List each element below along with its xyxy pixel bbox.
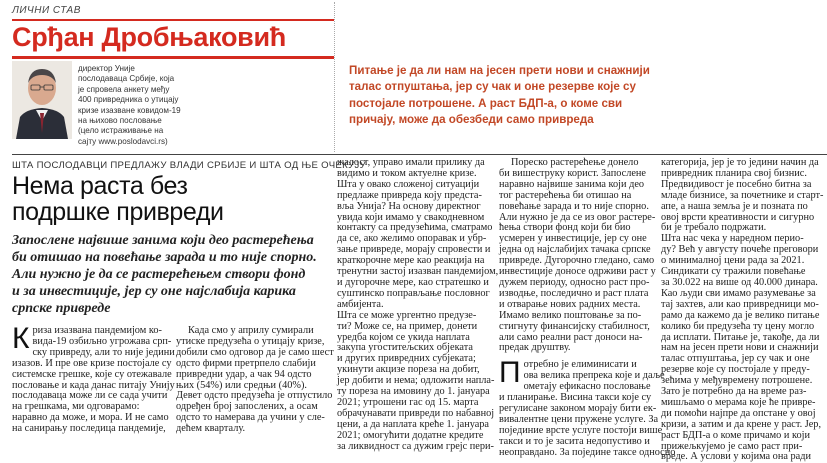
text-line: предак друштву. <box>499 342 571 354</box>
text-line: рамо да кажемо да је велико питање <box>661 309 820 321</box>
text-line: њих (54%) или средњи (40%). <box>176 379 307 391</box>
text-line: и дугорочне мере, као стратешко и <box>337 276 489 288</box>
text-line: и других привредних субјеката; <box>337 353 476 365</box>
text-line: на санирању последица пандемије, <box>12 423 166 435</box>
text-line: мишљамо о мерама које ће привре- <box>661 396 816 408</box>
text-line: послодаваца може ли се сада учити <box>12 390 168 402</box>
quote-line: причају, може да обезбеди само привреда <box>349 112 594 126</box>
text-line: повећање зарада и то није спорно. <box>499 200 649 212</box>
bio-line: послодаваца Србије, која <box>78 74 175 84</box>
author-photo <box>12 61 72 139</box>
text-line: ћења створи фонд који би био <box>499 222 631 234</box>
lead-line: и за инвестиције, јер су оне најслабија карика <box>12 284 296 299</box>
text-line: на грешкама, ми одговарамо: <box>12 401 140 413</box>
text-line: 2021; утрошени гас од 15. марта <box>337 396 479 408</box>
text-line: такси и то је засита недопустиво и <box>499 435 650 447</box>
text-line: привреде. Дугорочно гледано, само <box>499 255 655 267</box>
body-column-3 <box>337 157 499 452</box>
text-line: закупа угоститељских објеката <box>337 342 473 354</box>
text-line: Синдикати су тражили повећање <box>661 266 806 278</box>
text-line: отребно је елиминисати и <box>523 359 637 371</box>
text-line: ску привреду, али то није једини <box>32 346 175 358</box>
text-line: вивалентне цени пружене услуге. За <box>499 413 659 425</box>
text-line: вља Унија? На основу директног <box>337 200 481 212</box>
text-line: тај захтев, али као привредници мо- <box>661 298 819 310</box>
lead-line: Запослене највише занима који део растерећења <box>12 233 314 248</box>
text-line: би је требало подржати. <box>661 222 767 234</box>
dropcap-paragraph <box>499 356 665 393</box>
author-divider <box>12 56 334 59</box>
text-line: Шта нас чека у наредном перио- <box>661 233 804 245</box>
text-line: прижељкујемо је само раст при- <box>661 440 803 452</box>
text-line: за 30.022 на више од 40.000 динара. <box>661 276 818 288</box>
text-line: укинути акцизе пореза на добит, <box>337 364 480 376</box>
text-line: одређен број запослених, а осам <box>176 401 318 413</box>
headline-line: подршке привреди <box>12 198 224 226</box>
text-line: вида-19 озбиљно угрожава срп- <box>32 335 172 347</box>
text-line: увида који имамо у свакодневном <box>337 211 485 223</box>
body-column-4 <box>499 157 676 458</box>
text-line: колико би предузећа ту цену могло <box>661 320 815 332</box>
text-line: риза изазвана пандемијом ко- <box>32 325 162 336</box>
text-line: одсто фирми претрпело слабији <box>176 357 316 369</box>
quote-line: постојале потрошене. А раст БДП-а, о коме сви <box>349 96 623 110</box>
bio-line: кризе изазване ковидом-19 <box>78 105 181 115</box>
text-line: жалост, управо имали прилику да <box>337 157 485 168</box>
text-line: изазов. И пре ове кризе постојале су <box>12 357 172 369</box>
text-line: тренутни застој изазван пандемијом, <box>337 266 499 278</box>
text-line: ова велика препрека које и даље <box>523 370 665 382</box>
text-line: Као људи сви имамо разумевање за <box>661 287 816 299</box>
text-line: јер добити и нема; одложити напла- <box>337 375 495 387</box>
text-line: суштинско поправљање пословног <box>337 287 490 299</box>
text-line: инвестиције доносе одрживи раст у <box>499 266 656 278</box>
text-line: зећима у међувремену потрошене. <box>661 375 813 387</box>
text-line: системске грешке, које су отежавале <box>12 368 172 380</box>
text-line: нам на јесен прети нови и снажнији <box>661 342 819 354</box>
text-line: тог растерећења би отишао на <box>499 189 632 201</box>
author-name: Срђан Дробњаковић <box>12 22 286 52</box>
headline-line: Нема раста без <box>12 172 188 200</box>
text-line: пословање и када данас питају Унију <box>12 379 175 391</box>
text-line: предлаже привреда коју предста- <box>337 189 482 201</box>
text-line: 2021; омогућити додатне кредите <box>337 429 484 441</box>
text-line: и планирање. Висина такси које су <box>499 392 652 404</box>
bio-line: 400 привредника о утицају <box>78 95 179 105</box>
text-line: дужем периоду, односно раст про- <box>499 276 650 288</box>
text-line: да исплати. Питање је, такође, да ли <box>661 331 820 343</box>
text-line: овој врсти креативности и сигурно <box>661 211 815 223</box>
text-line: апе, а наша земља је и позната по <box>661 200 808 212</box>
text-line: али само реални раст доноси на- <box>499 331 643 343</box>
text-line: усмерен у инвестиције, јер су оне <box>499 233 647 245</box>
text-line: утиске предузећа о утицају кризе, <box>176 335 325 347</box>
text-line: наравно да може, и мора. И не само <box>12 412 169 424</box>
text-line: наравно највише занима који део <box>499 178 645 190</box>
dropcap-paragraph <box>12 322 175 359</box>
text-line: привредни удар, а чак 94 одсто <box>176 368 312 380</box>
quote-line: талас отпуштања, јер су чак и оне резерве које су <box>349 80 636 94</box>
text-line: неоправдано. За поједине таксе односно <box>499 446 676 458</box>
bio-line: на њихово пословање <box>78 116 162 126</box>
text-line: цени, а да наплата креће 1. јануара <box>337 418 489 430</box>
text-line: стигнуту финансијску стабилност, <box>499 320 650 332</box>
text-line: обрачунавати привреди по набавној <box>337 407 495 419</box>
text-line: кризи, а затим и да крене у раст. Јер, <box>661 418 822 430</box>
text-line: би вишеструку корист. Запослене <box>499 167 646 179</box>
text-line: једна од најслабијих тачака српске <box>499 244 651 256</box>
text-line: Имамо велико поштовање за по- <box>499 309 642 321</box>
dropcap: П <box>499 356 521 390</box>
bio-line: сајту www.poslodavci.rs) <box>78 136 168 146</box>
text-line: ометају ефикасно пословање <box>523 381 651 393</box>
text-line: за ликвидност са дужим грејс пери- <box>337 440 494 452</box>
text-line: ти? Може се, на пример, донети <box>337 320 478 332</box>
rubric-label: ЛИЧНИ СТАВ <box>12 5 81 16</box>
text-line: Предвидивост је посебно битна за <box>661 178 812 190</box>
column-divider <box>334 2 335 152</box>
body-column-2 <box>176 326 332 435</box>
text-line: Девет одсто предузећа је отпустило <box>176 390 333 402</box>
article-lead <box>12 232 317 317</box>
text-line: младе бизнисе, за почетнике и старт- <box>661 189 824 201</box>
text-line: Шта се може ургентно предузе- <box>337 309 477 321</box>
pull-quote <box>349 63 650 128</box>
text-line: добили смо одговор да је само шест <box>176 346 334 358</box>
text-line: појединие врсте услуге постоји више <box>499 424 663 436</box>
text-line: ту пореза на имовину до 1. јануара <box>337 386 490 398</box>
lead-line: би отишао на повећање зарада и то није спорно. <box>12 250 317 265</box>
text-line: Али нужно је да се из овог растере- <box>499 211 656 223</box>
text-line: талас отпуштања, јер су чак и оне <box>661 353 810 365</box>
text-line: амбијента. <box>337 298 384 310</box>
author-bio <box>78 64 181 147</box>
text-line: Пореско растерећење донело <box>511 157 639 168</box>
dropcap: К <box>12 322 30 355</box>
article-kicker: ШТА ПОСЛОДАВЦИ ПРЕДЛАЖУ ВЛАДИ СРБИЈЕ И ШТА ОД ЊЕ ОЧЕКУЈУ <box>12 160 366 171</box>
text-line: Зато је потребно да на време раз- <box>661 386 807 398</box>
text-line: ду? Већ у августу почеће преговори <box>661 244 819 256</box>
text-line: дећем кварталу. <box>176 423 246 435</box>
lead-line: српске привреде <box>12 301 111 316</box>
bio-line: је спровела анкету међу <box>78 84 170 94</box>
quote-line: Питање је да ли нам на јесен прети нови и снажнији <box>349 64 650 77</box>
text-line: ди помоћи најпре да опстане у овој <box>661 407 816 419</box>
text-line: о минималној цени рада за 2021. <box>661 255 805 267</box>
text-line: вреде. А услови у којима она ради <box>661 451 811 463</box>
body-column-5 <box>661 158 827 463</box>
text-line: категорија, јер је то једини начин да <box>661 157 819 168</box>
text-line: резерве које су постојале у преду- <box>661 364 810 376</box>
text-line: Шта у овако сложеној ситуацији <box>337 178 480 190</box>
text-line: привредник планира свој бизнис. <box>661 167 807 179</box>
text-line: уредба којом се укида наплата <box>337 331 470 343</box>
text-line: да се, ако желимо опоравак и убр- <box>337 233 487 245</box>
bio-line: (цело истраживање на <box>78 126 164 136</box>
text-line: контакту са предузећима, сматрамо <box>337 222 493 234</box>
text-line: и отварање нових радних места. <box>499 298 641 310</box>
section-rule <box>12 154 827 155</box>
text-line: краткорочне мере као реакција на <box>337 255 485 267</box>
bio-line: директор Уније <box>78 64 135 73</box>
text-line: зање привреде, морају спровести и <box>337 244 491 256</box>
lead-line: Али нужно је да се растерећењем створи фонд <box>12 267 306 282</box>
text-line: видимо и током актуелне кризе. <box>337 167 477 179</box>
text-line: одсто то намерава да учини у сле- <box>176 412 325 424</box>
body-column-1 <box>12 322 175 435</box>
text-line: регулисане законом морају бити ек- <box>499 402 657 414</box>
text-line: раст БДП-а о коме причамо и који <box>661 429 810 441</box>
text-line: изводње, последично и раст плата <box>499 287 649 299</box>
text-line: Када смо у априлу сумирали <box>188 325 314 336</box>
article-headline <box>12 173 224 225</box>
